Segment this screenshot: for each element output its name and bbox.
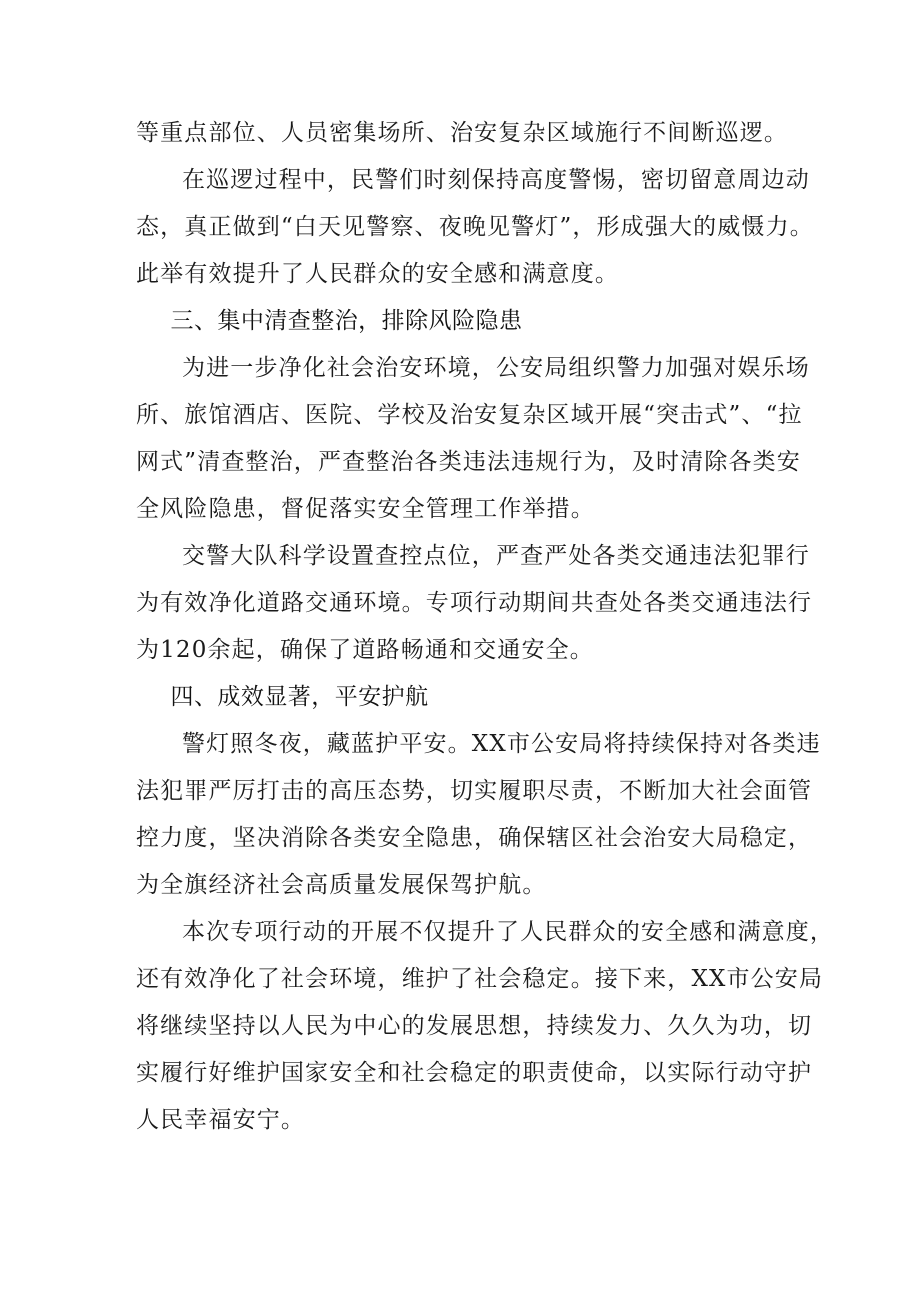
paragraph-3 (136, 345, 810, 533)
document-body (136, 110, 835, 1144)
paragraph-1 (136, 110, 796, 157)
text-line: 在巡逻过程中，民警们时刻保持高度警惕，密切留意周边动 (182, 167, 810, 193)
text-line: 本次专项行动的开展不仅提升了人民群众的安全感和满意度， (182, 919, 835, 945)
text-line: 将继续坚持以人民为中心的发展思想，持续发力、久久为功，切 (136, 1013, 813, 1039)
text-line: 控力度，坚决消除各类安全隐患，确保辖区社会治安大局稳定， (136, 825, 813, 851)
paragraph-6 (136, 909, 835, 1144)
text-line: 交警大队科学设置查控点位，严查严处各类交通违法犯罪行 (182, 543, 810, 569)
text-line: 为有效净化道路交通环境。专项行动期间共查处各类交通违法行 (136, 590, 813, 616)
text-line: 为全旗经济社会高质量发展保驾护航。 (136, 872, 547, 898)
text-line: 还有效净化了社会环境，维护了社会稳定。接下来，XX市公安局 (136, 966, 824, 992)
text-line: 等重点部位、人员密集场所、治安复杂区域施行不间断巡逻。 (136, 120, 789, 146)
text-line: 此举有效提升了人民群众的安全感和满意度。 (136, 261, 619, 287)
text-line: 人民幸福安宁。 (136, 1107, 306, 1133)
text-line: 为120余起，确保了道路畅通和交通安全。 (136, 637, 594, 663)
text-line: 为进一步净化社会治安环境，公安局组织警力加强对娱乐场 (182, 355, 810, 381)
section-heading-3: 三、集中清查整治，排除风险隐患 (170, 308, 523, 334)
text-line: 警灯照冬夜，藏蓝护平安。XX市公安局将持续保持对各类违 (182, 731, 821, 757)
text-line: 网式”清查整治，严查整治各类违法违规行为，及时清除各类安 (136, 449, 801, 475)
text-line: 法犯罪严厉打击的高压态势，切实履职尽责，不断加大社会面管 (136, 778, 813, 804)
text-line: 全风险隐患，督促落实安全管理工作举措。 (136, 496, 595, 522)
text-line: 态，真正做到“白天见警察、夜晚见警灯”，形成强大的威慑力。 (136, 214, 814, 240)
paragraph-4 (136, 533, 813, 674)
paragraph-5 (136, 721, 821, 909)
text-line: 所、旅馆酒店、医院、学校及治安复杂区域开展“突击式”、“拉 (136, 402, 803, 428)
section-heading-4: 四、成效显著，平安护航 (170, 684, 429, 710)
paragraph-2 (136, 157, 814, 298)
text-line: 实履行好维护国家安全和社会稳定的职责使命，以实际行动守护 (136, 1060, 813, 1086)
